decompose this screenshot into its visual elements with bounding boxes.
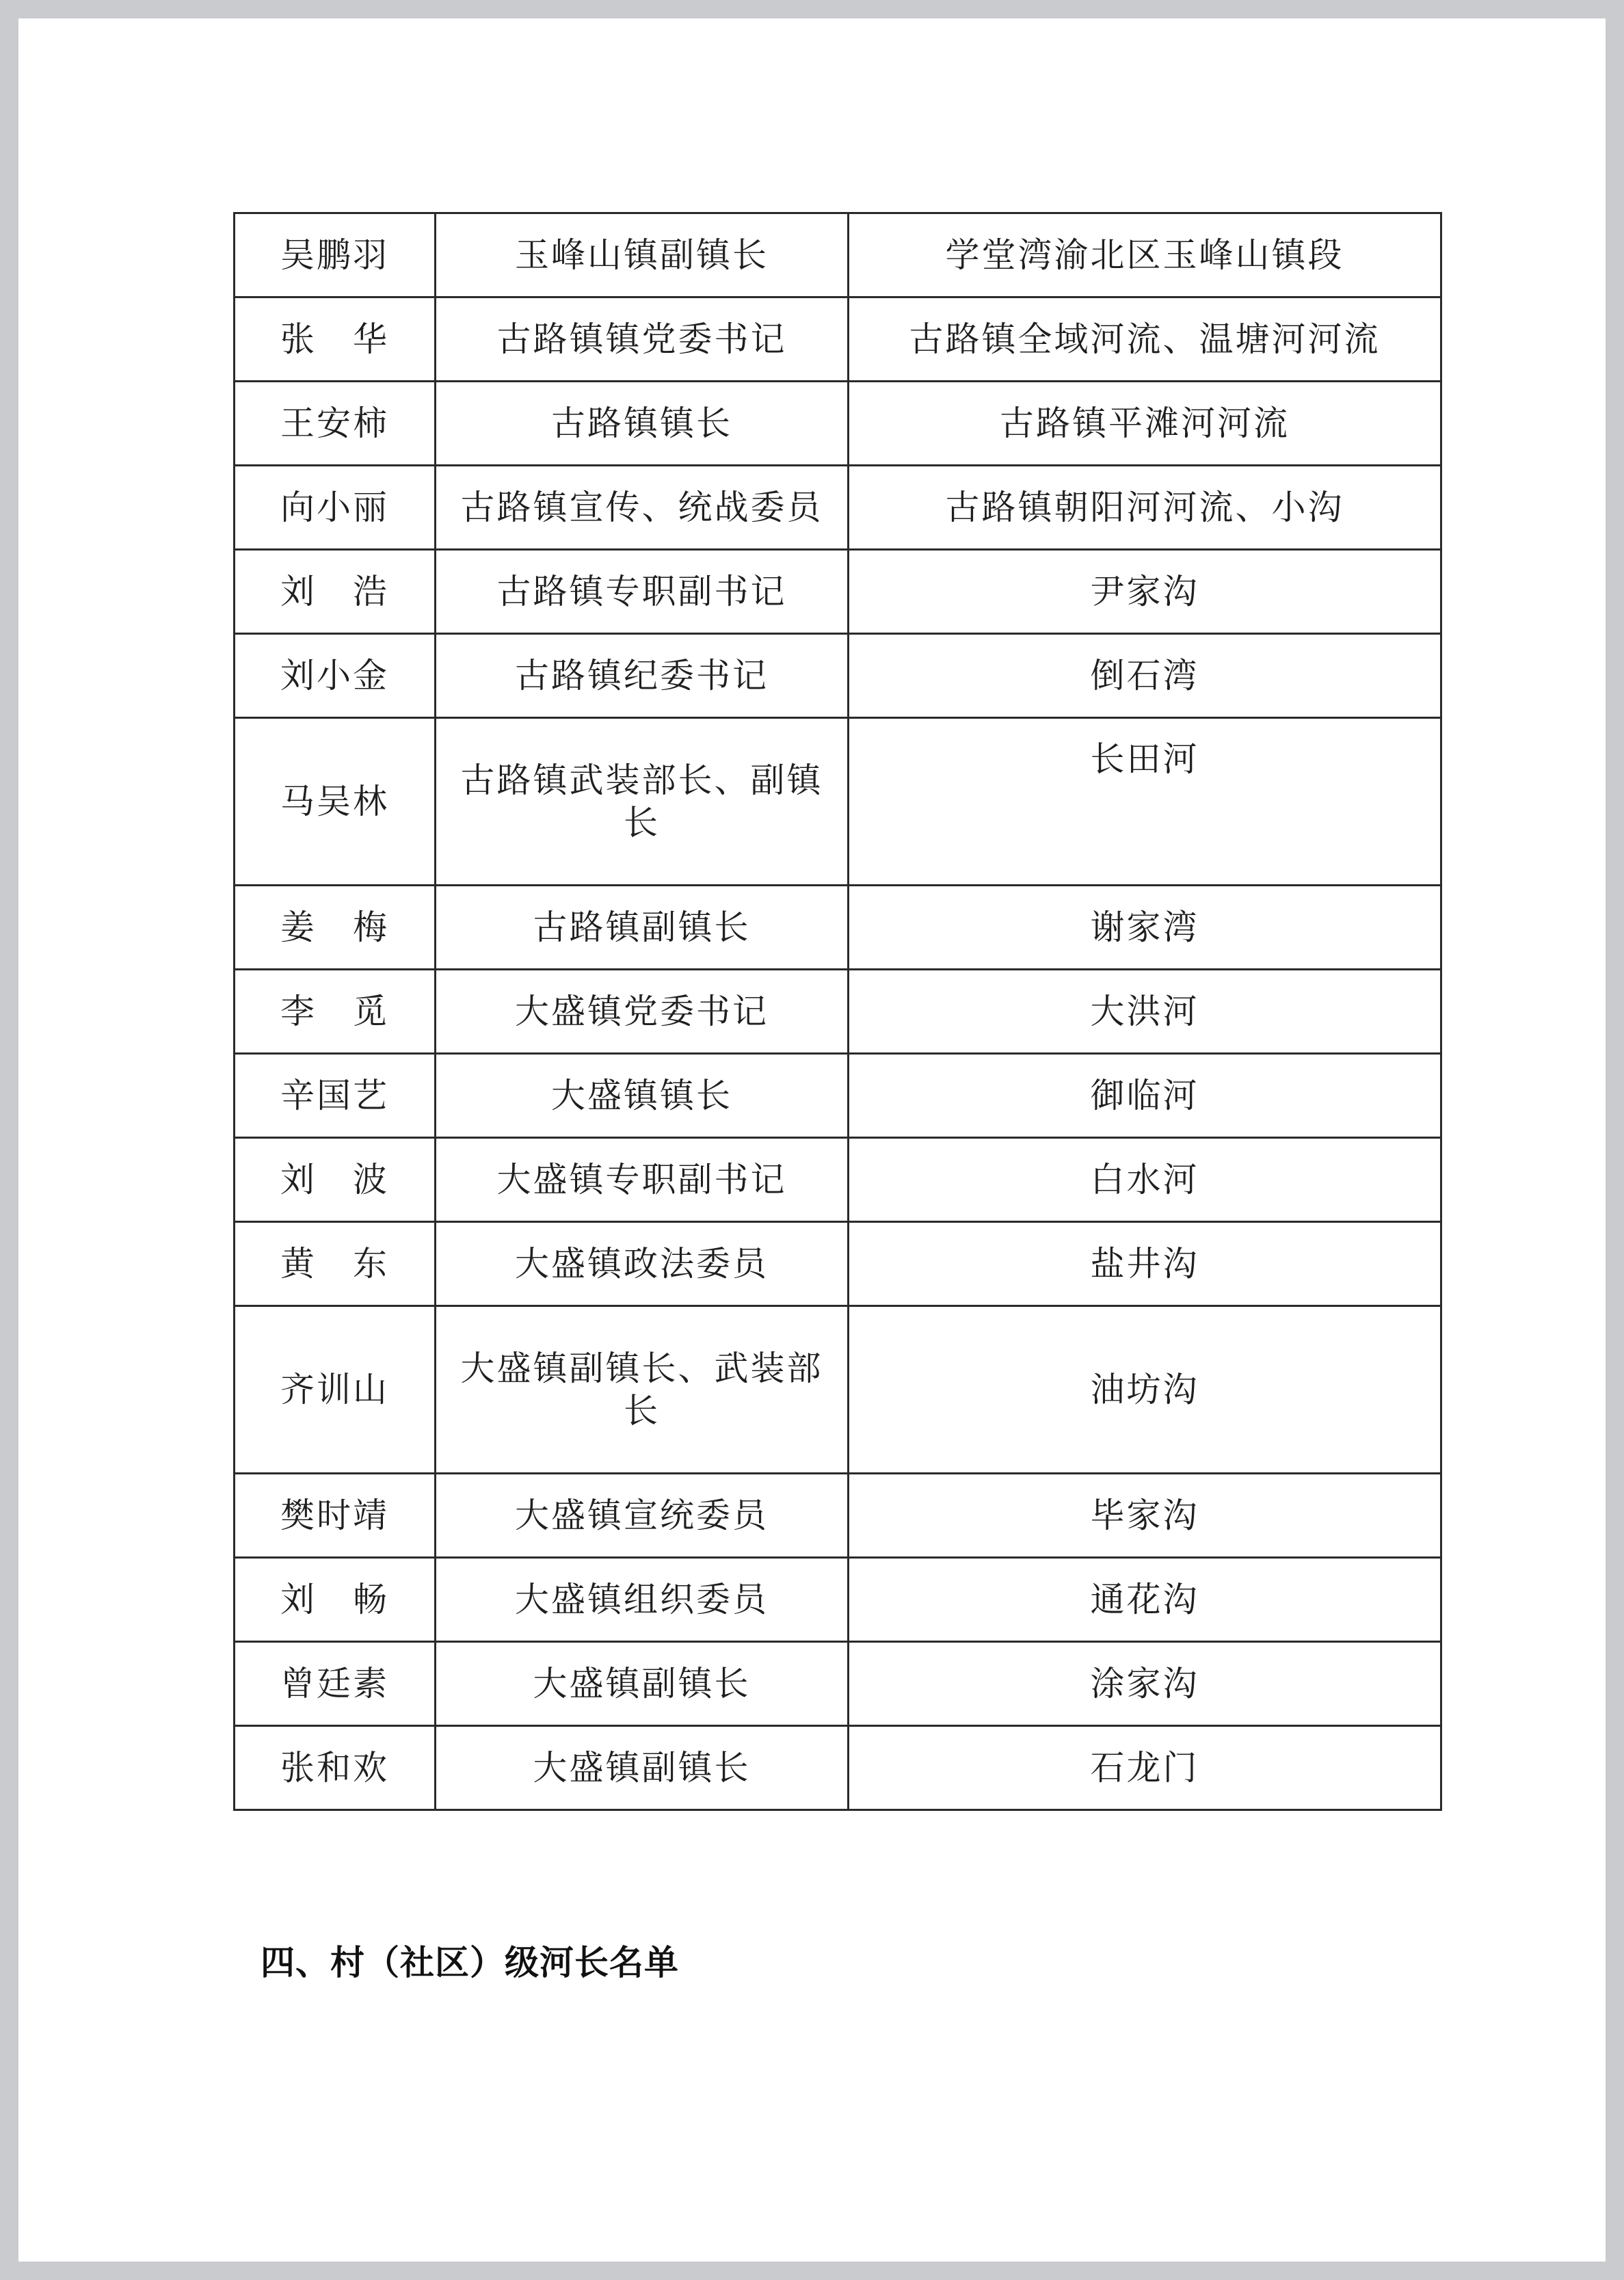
river-cell: 盐井沟	[849, 1222, 1441, 1306]
table-row	[235, 1054, 1441, 1138]
position-cell: 大盛镇党委书记	[436, 970, 849, 1054]
table-row	[235, 550, 1441, 634]
river-cell: 石龙门	[849, 1726, 1441, 1810]
river-cell: 古路镇朝阳河河流、小沟	[849, 466, 1441, 550]
river-cell: 谢家湾	[849, 886, 1441, 970]
table-row	[235, 1474, 1441, 1558]
position-cell: 大盛镇专职副书记	[436, 1138, 849, 1222]
table-row	[235, 1558, 1441, 1642]
name-cell: 刘 波	[235, 1138, 436, 1222]
name-cell: 刘小金	[235, 634, 436, 718]
position-cell: 古路镇镇党委书记	[436, 297, 849, 382]
river-cell: 尹家沟	[849, 550, 1441, 634]
name-cell: 吴鹏羽	[235, 213, 436, 297]
name-cell: 张 华	[235, 297, 436, 382]
position-cell: 大盛镇镇长	[436, 1054, 849, 1138]
table-row	[235, 718, 1441, 886]
river-cell: 御临河	[849, 1054, 1441, 1138]
table-row	[235, 1306, 1441, 1474]
river-cell: 涂家沟	[849, 1642, 1441, 1726]
river-cell: 倒石湾	[849, 634, 1441, 718]
name-cell: 齐训山	[235, 1306, 436, 1474]
river-cell: 毕家沟	[849, 1474, 1441, 1558]
table-row	[235, 382, 1441, 466]
river-cell: 大洪河	[849, 970, 1441, 1054]
river-cell: 古路镇平滩河河流	[849, 382, 1441, 466]
position-cell: 古路镇纪委书记	[436, 634, 849, 718]
document-page	[18, 18, 1606, 2262]
position-cell: 大盛镇宣统委员	[436, 1474, 849, 1558]
position-cell: 古路镇宣传、统战委员	[436, 466, 849, 550]
name-cell: 王安柿	[235, 382, 436, 466]
river-chief-table	[233, 212, 1442, 1811]
table-row	[235, 1222, 1441, 1306]
river-cell: 通花沟	[849, 1558, 1441, 1642]
name-cell: 樊时靖	[235, 1474, 436, 1558]
name-cell: 李 觅	[235, 970, 436, 1054]
table-row	[235, 886, 1441, 970]
name-cell: 辛国艺	[235, 1054, 436, 1138]
name-cell: 刘 浩	[235, 550, 436, 634]
position-cell: 玉峰山镇副镇长	[436, 213, 849, 297]
table-row	[235, 213, 1441, 297]
position-cell: 大盛镇副镇长、武装部长	[436, 1306, 849, 1474]
table-row	[235, 1138, 1441, 1222]
position-cell: 大盛镇组织委员	[436, 1558, 849, 1642]
table-row	[235, 1642, 1441, 1726]
name-cell: 张和欢	[235, 1726, 436, 1810]
section-heading: 四、村（社区）级河长名单	[261, 1943, 679, 1983]
river-cell: 学堂湾渝北区玉峰山镇段	[849, 213, 1441, 297]
position-cell: 大盛镇政法委员	[436, 1222, 849, 1306]
name-cell: 姜 梅	[235, 886, 436, 970]
name-cell: 向小丽	[235, 466, 436, 550]
name-cell: 黄 东	[235, 1222, 436, 1306]
position-cell: 大盛镇副镇长	[436, 1726, 849, 1810]
river-cell: 长田河	[849, 718, 1441, 886]
table-row	[235, 1726, 1441, 1810]
position-cell: 古路镇专职副书记	[436, 550, 849, 634]
name-cell: 马吴林	[235, 718, 436, 886]
name-cell: 刘 畅	[235, 1558, 436, 1642]
table-row	[235, 634, 1441, 718]
position-cell: 古路镇副镇长	[436, 886, 849, 970]
table-row	[235, 970, 1441, 1054]
river-cell: 白水河	[849, 1138, 1441, 1222]
river-cell: 油坊沟	[849, 1306, 1441, 1474]
position-cell: 大盛镇副镇长	[436, 1642, 849, 1726]
name-cell: 曾廷素	[235, 1642, 436, 1726]
table-row	[235, 297, 1441, 382]
table-row	[235, 466, 1441, 550]
river-cell: 古路镇全域河流、温塘河河流	[849, 297, 1441, 382]
position-cell: 古路镇镇长	[436, 382, 849, 466]
position-cell: 古路镇武装部长、副镇长	[436, 718, 849, 886]
